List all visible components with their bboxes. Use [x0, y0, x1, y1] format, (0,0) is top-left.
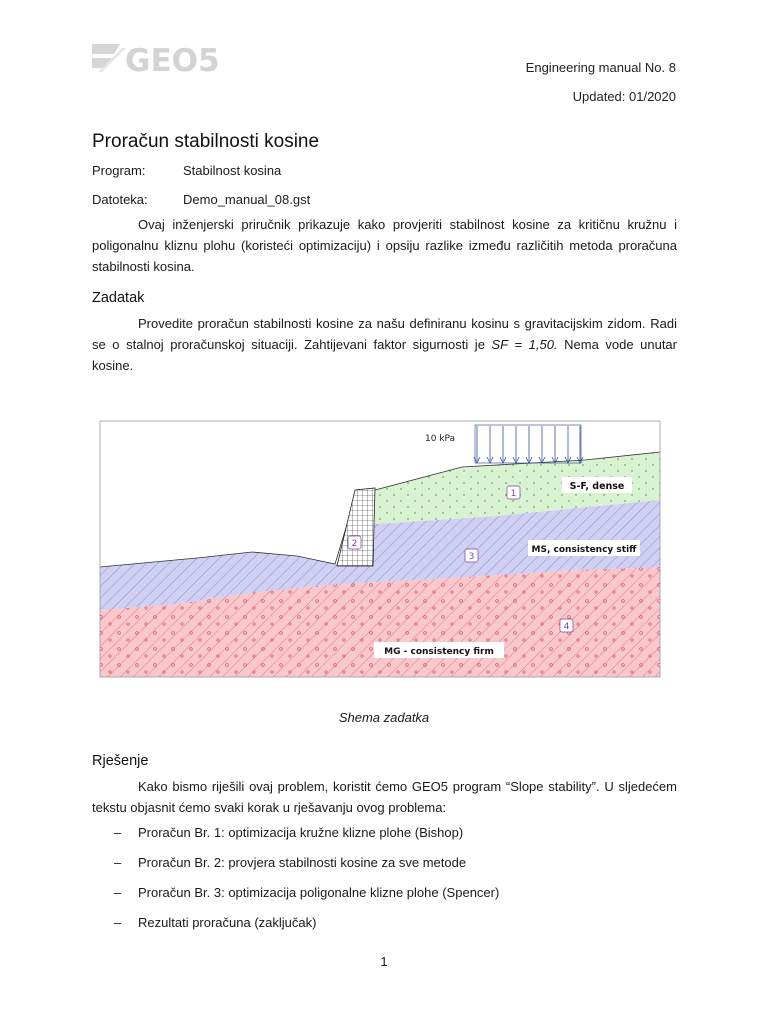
page-number: 1	[380, 954, 388, 969]
solution-steps-list	[92, 823, 692, 943]
soil-number-2: 2	[351, 539, 358, 549]
page-title: Proračun stabilnosti kosine	[92, 131, 320, 152]
logo-text: GEO5	[125, 43, 220, 76]
soil-label-4: MG - consistency firm	[384, 647, 494, 657]
soil-number-1: 1	[510, 489, 517, 499]
intro-paragraph: Ovaj inženjerski priručnik prikazuje kako provjeriti stabilnost kosine za kritičnu kružnu i poligonalnu kliznu plohu (koristeći optimizaciju) i opsiju razlike između različitih metoda proračuna stabilnosti kosina.	[92, 217, 677, 274]
program-row	[92, 163, 281, 178]
task-text: Provedite proračun stabilnosti kosine za našu definiranu kosinu s gravitacijskim zidom. Radi se o stalnoj proračunskoj situaciji. Zahtijevani faktor sigurnosti je	[92, 316, 677, 352]
slope-scheme-figure	[97, 420, 662, 682]
file-value: Demo_manual_08.gst	[183, 192, 311, 207]
list-item: – Proračun Br. 3: optimizacija poligonalne klizne plohe (Spencer)	[114, 885, 500, 900]
soil-label-1: S-F, dense	[569, 481, 625, 492]
solution-heading: Rješenje	[92, 753, 149, 769]
program-label: Program:	[92, 163, 146, 178]
program-value: Stabilnost kosina	[183, 163, 282, 178]
task-text-end: Nema vode unutar kosine.	[92, 337, 677, 373]
figure-caption: Shema zadatka	[338, 710, 430, 725]
surcharge-load	[474, 425, 583, 463]
soil-number-4: 4	[563, 622, 570, 632]
manual-number: Engineering manual No. 8	[525, 60, 676, 75]
task-paragraph	[92, 313, 677, 376]
solution-paragraph: Kako bismo riješili ovaj problem, koristit ćemo GEO5 program “Slope stability”. U sljedećem tekstu objasnit ćemo svaki korak u rješavanju ovog problema:	[92, 779, 677, 815]
safety-factor: SF = 1,50.	[491, 337, 558, 352]
geo5-logo-mark	[92, 40, 232, 76]
file-row	[92, 192, 310, 207]
slope-diagram	[97, 420, 662, 682]
geo5-logo	[92, 40, 232, 76]
list-item: – Proračun Br. 1: optimizacija kružne klizne plohe (Bishop)	[114, 825, 464, 840]
soil-label-3: MS, consistency stiff	[531, 545, 637, 555]
task-heading: Zadatak	[92, 290, 145, 306]
updated-date: Updated: 01/2020	[572, 89, 676, 104]
soil-number-3: 3	[468, 552, 475, 562]
file-label: Datoteka:	[92, 192, 148, 207]
load-label: 10 kPa	[425, 434, 456, 444]
list-item: – Rezultati proračuna (zaključak)	[114, 915, 317, 930]
list-item: – Proračun Br. 2: provjera stabilnosti kosine za sve metode	[114, 855, 467, 870]
